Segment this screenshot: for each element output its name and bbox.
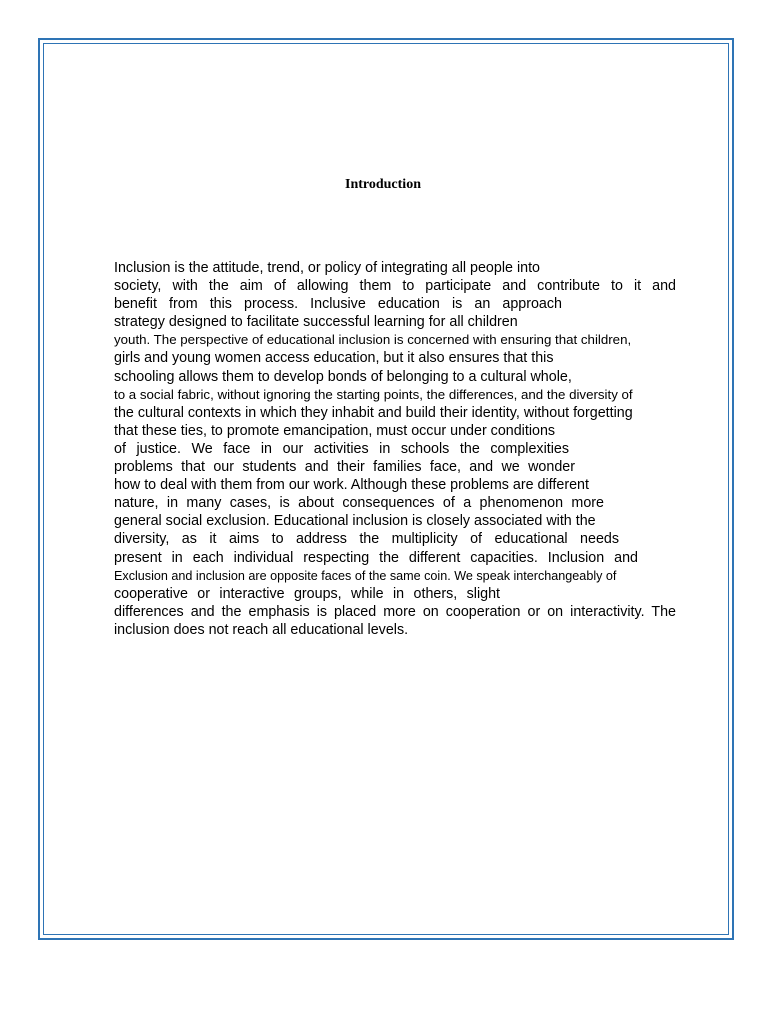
text-line: general social exclusion. Educational inclusion is closely associated with the [114,513,596,530]
text-line: differences and the emphasis is placed more on cooperation or on interactivity. The [114,603,676,620]
text-line: benefit from this process. Inclusive education is an approach [114,296,562,313]
text-line: nature, in many cases, is about consequences of a phenomenon more [114,495,604,512]
text-line: youth. The perspective of educational inclusion is concerned with ensuring that children, [114,332,632,348]
document-title: Introduction [345,177,421,192]
text-line: girls and young women access education, but it also ensures that this [114,350,554,367]
text-line: how to deal with them from our work. Although these problems are different [114,477,589,494]
text-line: society, with the aim of allowing them to participate and contribute to it and [114,278,676,295]
body-paragraph [114,259,676,639]
text-line: problems that our students and their families face, and we wonder [114,459,575,476]
text-line: present in each individual respecting the different capacities. Inclusion and [114,549,638,566]
text-line: Exclusion and inclusion are opposite faces of the same coin. We speak interchangeably of [114,568,617,583]
text-line: schooling allows them to develop bonds of belonging to a cultural whole, [114,368,572,385]
text-line: to a social fabric, without ignoring the starting points, the differences, and the diversity of [114,386,633,402]
text-line: diversity, as it aims to address the multiplicity of educational needs [114,531,619,548]
text-line: of justice. We face in our activities in schools the complexities [114,440,569,457]
text-line: that these ties, to promote emancipation, must occur under conditions [114,422,556,439]
text-line: strategy designed to facilitate successful learning for all children [114,314,518,331]
text-line: the cultural contexts in which they inhabit and build their identity, without forgetting [114,404,633,421]
text-line: cooperative or interactive groups, while in others, slight [114,585,500,602]
text-line: inclusion does not reach all educational levels. [114,621,409,638]
text-line: Inclusion is the attitude, trend, or policy of integrating all people into [114,260,540,276]
